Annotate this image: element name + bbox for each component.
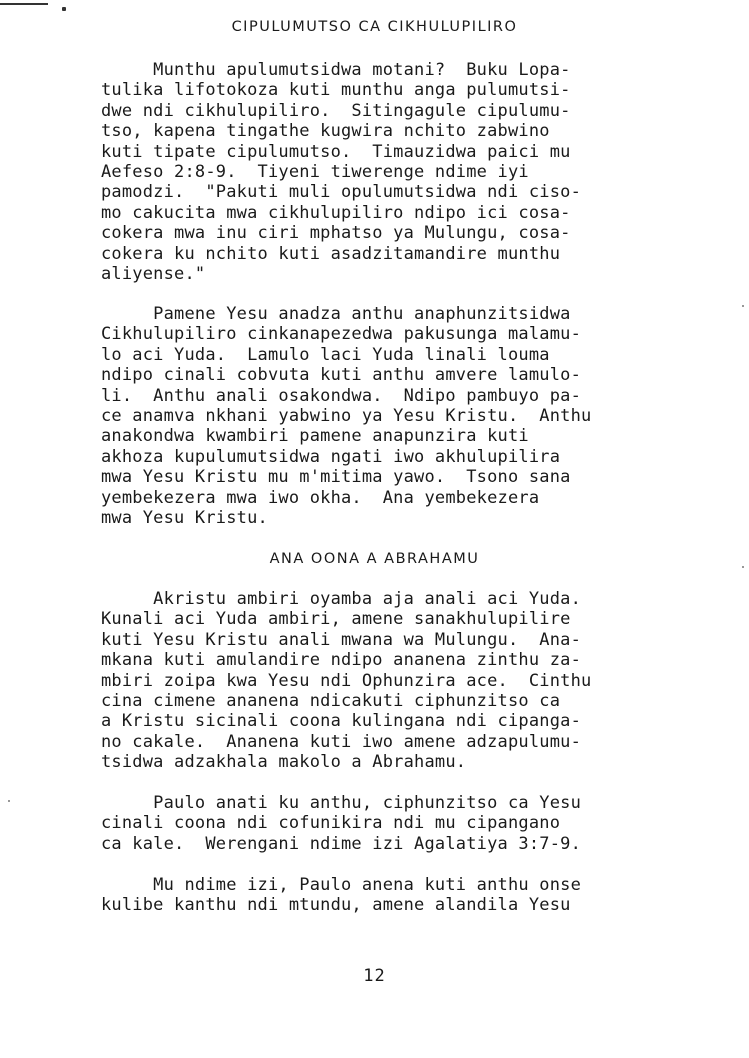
paragraph-salvation-by-faith: Munthu apulumutsidwa motani? Buku Lopa- tulika lifotokoza kuti munthu anga pulumutsi- dwe ndi cikhulupiliro. Sitingagule cipulumu- tso, kapena tingathe kugwira nchito zabwino kuti tipate cipulumutso. Timauzidwa paici mu Aefeso 2:8-9. Tiyeni tiwerenge ndime iyi pamodzi. "Pakuti muli opulumutsidwa ndi ciso- mo cakucita mwa cikhulupiliro ndipo ici cosa- cokera mwa inu ciri mphatso ya Mulungu, cosa- cokera ku nchito kuti asadzitamandire munthu aliyense."	[101, 60, 582, 285]
scan-speck	[742, 305, 744, 307]
page-number: 12	[363, 966, 386, 986]
scan-speck	[8, 800, 10, 802]
scan-speck	[62, 7, 66, 11]
scan-speck	[742, 566, 744, 568]
section-heading: ANA OONA A ABRAHAMU	[269, 551, 480, 567]
paragraph-jewish-law: Pamene Yesu anadza anthu anaphunzitsidwa Cikhulupiliro cinkanapezedwa pakusunga malamu- lo aci Yuda. Lamulo laci Yuda linali louma ndipo cinali cobvuta kuti anthu amvere lamulo- li. Anthu anali osakondwa. Ndipo pambuyo pa- ce anamva nkhani yabwino ya Yesu Kristu. Anthu anakondwa kwambiri pamene anapunzira kuti akhoza kupulumutsidwa ngati iwo akhulupilira mwa Yesu Kristu mu m'mitima yawo. Tsono sana yembekezera mwa iwo okha. Ana yembekezera mwa Yesu Kristu.	[101, 304, 592, 529]
page-title: CIPULUMUTSO CA CIKHULUPILIRO	[231, 19, 518, 35]
scan-edge-mark	[0, 3, 48, 5]
paragraph-all-people: Mu ndime izi, Paulo anena kuti anthu onse kulibe kanthu ndi mtundu, amene alandila Yesu	[101, 875, 582, 916]
paragraph-paul-teaching: Paulo anati ku anthu, ciphunzitso ca Yesu cinali coona ndi cofunikira ndi mu cipangano ca kale. Werengani ndime izi Agalatiya 3:7-9.	[101, 793, 582, 854]
paragraph-early-christians: Akristu ambiri oyamba aja anali aci Yuda. Kunali aci Yuda ambiri, amene sanakhulupilire kuti Yesu Kristu anali mwana wa Mulungu. Ana- mkana kuti amulandire ndipo ananena zinthu za- mbiri zoipa kwa Yesu ndi Ophunzira ace. Cinthu cina cimene ananena ndicakuti ciphunzitso ca a Kristu sicinali coona kulingana ndi cipanga- no cakale. Ananena kuti iwo amene adzapulumu- tsidwa adzakhala makolo a Abrahamu.	[101, 589, 592, 773]
